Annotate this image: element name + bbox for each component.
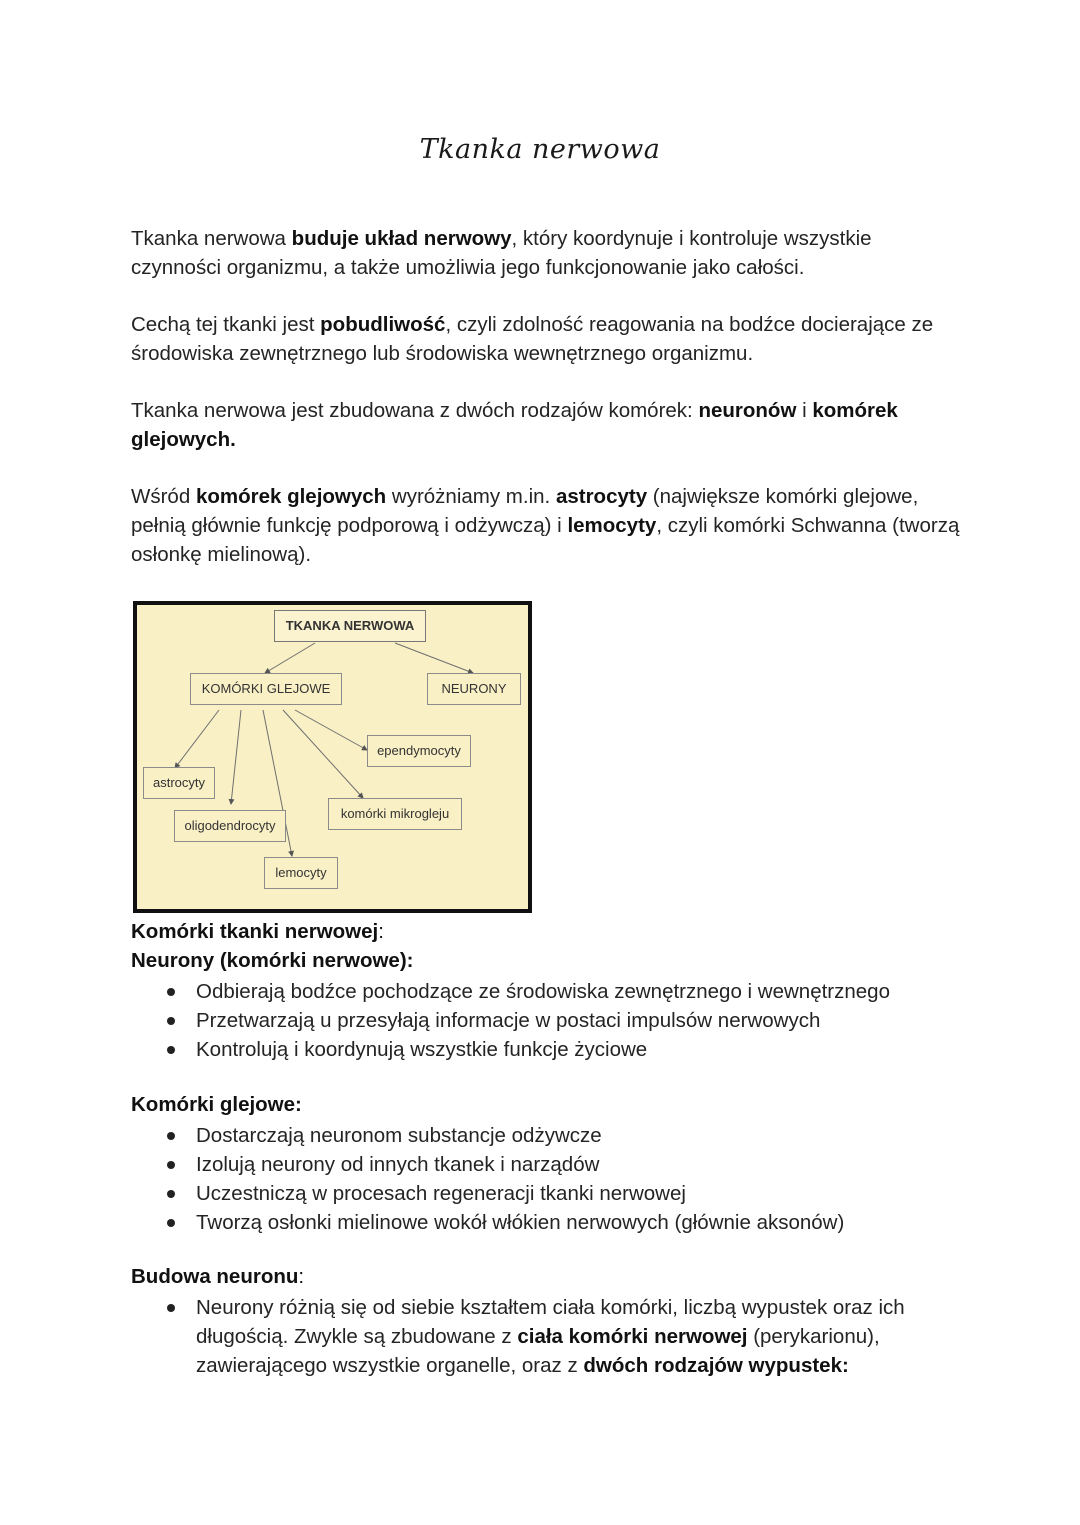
text-run: Tkanka nerwowa jest zbudowana z dwóch rodzajów komórek: [131,399,699,422]
bold-text: komórek glejowych. [131,399,898,451]
text-run: (największe komórki glejowe, pełnią głównie funkcję podporową i odżywczą) i [131,485,919,537]
list-item [160,977,960,1006]
bold-text: pobudliwość [320,313,446,336]
bold-text: astrocyty [555,485,648,508]
text-run: Neurony różnią się od siebie kształtem ciała komórki, liczbą wypustek oraz ich długością. Zwykle są zbudowane z [196,1296,905,1348]
paragraph-excitability [131,310,961,368]
text-run: Odbierają bodźce pochodzące ze środowiska zewnętrznego i wewnętrznego [196,980,890,1003]
diagram-node-lemocytes: lemocyty [264,857,338,889]
bullet-icon [167,1161,175,1169]
bullet-icon [167,1190,175,1198]
diagram-node-neurons: NEURONY [427,673,521,705]
list-item [160,1293,960,1380]
bullet-icon [167,1046,175,1054]
page-title: Tkanka nerwowa [419,134,661,165]
connector-glia-ependymocytes [295,710,367,750]
bold-text: lemocyty [567,514,657,537]
list-item [160,1179,960,1208]
connector-glia-astrocytes [175,710,219,768]
connector-glia-oligodendrocytes [231,710,241,804]
diagram-node-oligodendrocytes: oligodendrocyty [174,810,286,842]
text-run: Tworzą osłonki mielinowe wokół włókien nerwowych (głównie aksonów) [196,1211,845,1234]
text-run: wyróżniamy m.in. [386,485,556,508]
text-run: Cechą tej tkanki jest [131,313,321,336]
glia-list [160,1121,960,1237]
text-run: , który koordynuje i kontroluje wszystkie czynności organizmu, a także umożliwia jego funkcjonowanie jako całości. [131,227,872,279]
list-item [160,1035,960,1064]
list-item [160,1006,960,1035]
heading-neurons: Neurony (komórki nerwowe): [131,949,414,972]
heading-neuron-structure: Budowa neuronu: [131,1265,305,1288]
neuron-structure-list [160,1293,960,1380]
text-run: Dostarczają neuronom substancje odżywcze [196,1124,602,1147]
text-run: Tkanka nerwowa [131,227,292,250]
bullet-icon [167,1219,175,1227]
text-run: Izolują neurony od innych tkanek i narządów [196,1153,600,1176]
paragraph-intro [131,224,961,282]
bold-text: buduje układ nerwowy [291,227,512,250]
text-run: Kontrolują i koordynują wszystkie funkcje życiowe [196,1038,648,1061]
connector-root-neurons [395,643,473,673]
text-run: , czyli komórki Schwanna (tworzą osłonkę mielinową). [131,514,960,566]
text-run: Przetwarzają u przesyłają informacje w postaci impulsów nerwowych [196,1009,821,1032]
heading-cells: Komórki tkanki nerwowej: [131,920,384,943]
diagram-node-nervous-tissue: TKANKA NERWOWA [274,610,426,642]
bold-text: komórek glejowych [195,485,387,508]
bullet-icon [167,1304,175,1312]
diagram-node-astrocytes: astrocyty [143,767,215,799]
list-item [160,1208,960,1237]
diagram-node-ependymocytes: ependymocyty [367,735,471,767]
text-run: (perykarionu), zawierającego wszystkie organelle, oraz z [196,1325,880,1377]
nervous-tissue-diagram [133,601,532,913]
bullet-icon [167,988,175,996]
list-item [160,1150,960,1179]
text-run: Uczestniczą w procesach regeneracji tkanki nerwowej [196,1182,686,1205]
diagram-node-microglia: komórki mikrogleju [328,798,462,830]
bold-text: ciała komórki nerwowej [517,1325,748,1348]
bullet-icon [167,1132,175,1140]
connector-glia-microglia [283,710,363,798]
paragraph-cell-types [131,396,961,454]
bold-text: dwóch rodzajów wypustek: [583,1354,849,1377]
diagram-node-glial-cells: KOMÓRKI GLEJOWE [190,673,342,705]
text-run: , czyli zdolność reagowania na bodźce docierające ze środowiska zewnętrznego lub środowiska wewnętrznego organizmu. [131,313,934,365]
neurons-list [160,977,960,1064]
text-run: Wśród [131,485,196,508]
connector-root-glia [265,643,315,673]
bold-text: neuronów [698,399,797,422]
paragraph-glial-cells [131,482,961,569]
text-run: i [796,399,813,422]
heading-glia: Komórki glejowe: [131,1093,302,1116]
list-item [160,1121,960,1150]
bullet-icon [167,1017,175,1025]
